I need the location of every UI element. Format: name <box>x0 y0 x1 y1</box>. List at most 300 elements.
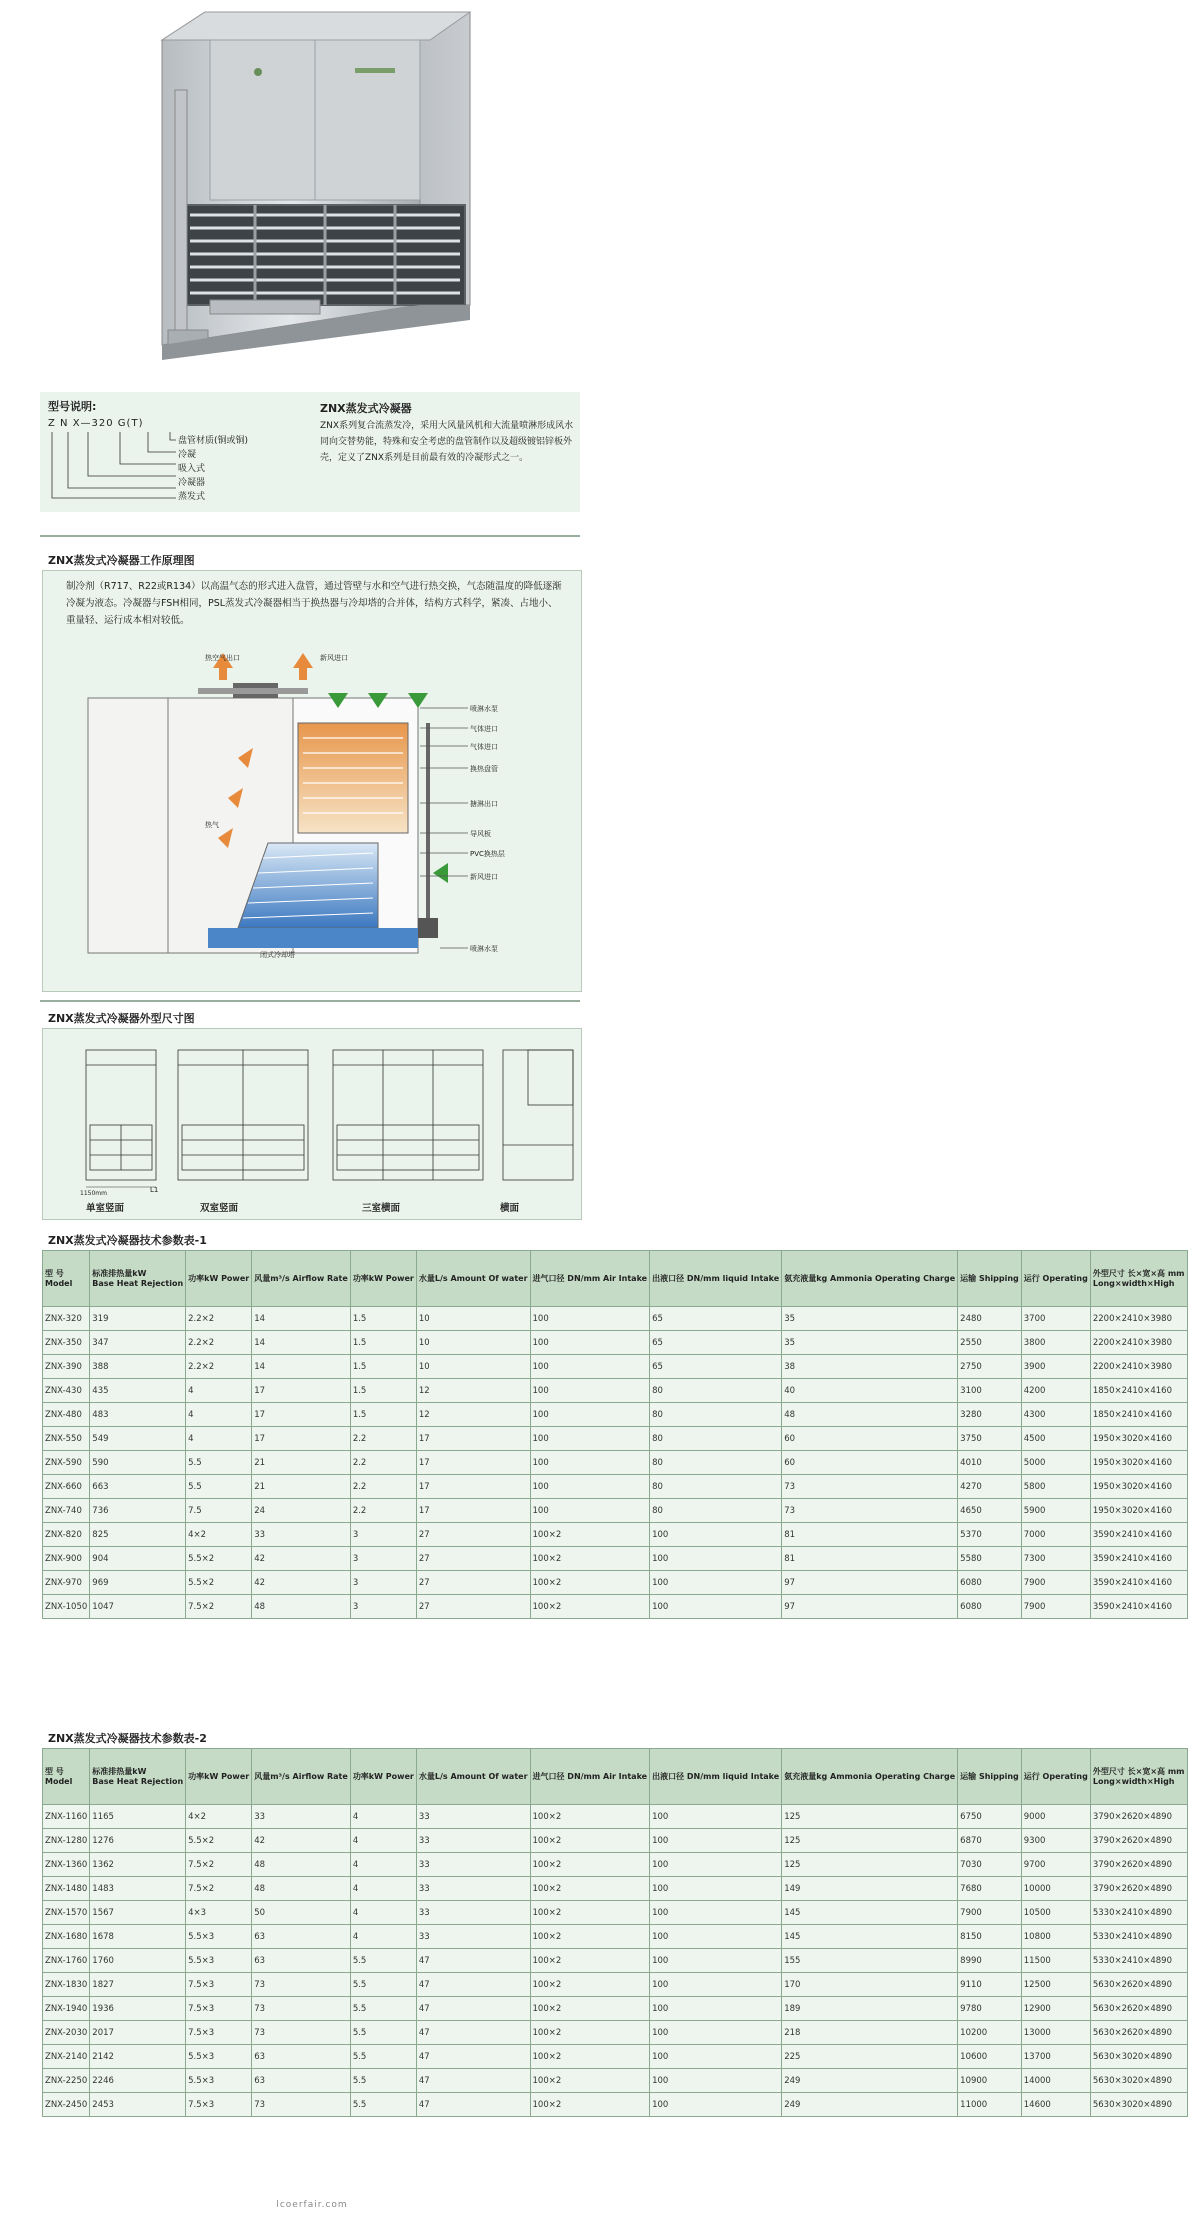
table-cell: 9000 <box>1021 1805 1090 1829</box>
table-cell: 825 <box>90 1523 186 1547</box>
table-cell: 10200 <box>958 2021 1022 2045</box>
table-row <box>43 1877 1188 1901</box>
table-cell: 33 <box>416 1829 530 1853</box>
table-cell: 8150 <box>958 1925 1022 1949</box>
table-cell: 100 <box>650 2045 782 2069</box>
table-cell: ZNX-1570 <box>43 1901 90 1925</box>
table-cell: 4 <box>186 1379 252 1403</box>
table-cell: 100×2 <box>530 1829 650 1853</box>
hdr2-fan-flow: 风量m³/s Airflow Rate <box>252 1749 351 1805</box>
table-cell: 11000 <box>958 2093 1022 2117</box>
table-cell: 1567 <box>90 1901 186 1925</box>
table-cell: 100 <box>650 2069 782 2093</box>
table-cell: 5.5×2 <box>186 1571 252 1595</box>
table-cell: 1950×3020×4160 <box>1090 1475 1187 1499</box>
table-cell: 100 <box>530 1427 650 1451</box>
table-cell: 24 <box>252 1499 351 1523</box>
table-cell: 17 <box>252 1403 351 1427</box>
table-cell: 7300 <box>1021 1547 1090 1571</box>
table-row <box>43 1805 1188 1829</box>
table-cell: 5.5 <box>350 1949 416 1973</box>
table-cell: 4 <box>350 1925 416 1949</box>
table-cell: 5.5 <box>350 2045 416 2069</box>
table-cell: 3790×2620×4890 <box>1090 1853 1187 1877</box>
table-cell: 4650 <box>958 1499 1022 1523</box>
table-cell: 10900 <box>958 2069 1022 2093</box>
table-cell: 736 <box>90 1499 186 1523</box>
table-cell: 63 <box>252 2069 351 2093</box>
table-cell: 5630×2620×4890 <box>1090 1997 1187 2021</box>
table-row <box>43 1475 1188 1499</box>
table-cell: 100 <box>650 1949 782 1973</box>
table-cell: 4 <box>350 1901 416 1925</box>
table-cell: 100×2 <box>530 2093 650 2117</box>
table-cell: 1.5 <box>350 1355 416 1379</box>
table-cell: 100 <box>650 1973 782 1997</box>
hdr-fan-power: 功率kW Power <box>186 1251 252 1307</box>
table-cell: 149 <box>782 1877 958 1901</box>
table1-body <box>43 1307 1188 1619</box>
table-cell: 35 <box>782 1331 958 1355</box>
table-cell: 13700 <box>1021 2045 1090 2069</box>
table-cell: 2017 <box>90 2021 186 2045</box>
table-cell: ZNX-350 <box>43 1331 90 1355</box>
table-cell: 3790×2620×4890 <box>1090 1805 1187 1829</box>
hdr2-size: 外型尺寸 长×宽×高 mm <box>1092 1766 1185 1776</box>
table-cell: 6750 <box>958 1805 1022 1829</box>
table-cell: 145 <box>782 1901 958 1925</box>
table-row <box>43 1949 1188 1973</box>
table-cell: ZNX-1160 <box>43 1805 90 1829</box>
table-cell: 7680 <box>958 1877 1022 1901</box>
table-cell: 189 <box>782 1997 958 2021</box>
table-cell: 60 <box>782 1427 958 1451</box>
table-cell: 5580 <box>958 1547 1022 1571</box>
table-cell: 5.5 <box>350 1997 416 2021</box>
table-row <box>43 2069 1188 2093</box>
hdr-ship: 运输 Shipping <box>958 1251 1022 1307</box>
table-cell: ZNX-970 <box>43 1571 90 1595</box>
table-cell: 100 <box>650 1571 782 1595</box>
hdr2-model-en: Model <box>45 1776 73 1786</box>
dimension-title: ZNX蒸发式冷凝器外型尺寸图 <box>48 1012 195 1025</box>
table-cell: 5000 <box>1021 1451 1090 1475</box>
table-cell: 33 <box>416 1901 530 1925</box>
table-cell: 10500 <box>1021 1901 1090 1925</box>
table-cell: 6080 <box>958 1571 1022 1595</box>
table-cell: 2750 <box>958 1355 1022 1379</box>
table-cell: 4 <box>350 1853 416 1877</box>
table-cell: ZNX-1830 <box>43 1973 90 1997</box>
spec-table-2 <box>42 1748 1188 2117</box>
hdr-model-en: Model <box>45 1278 73 1288</box>
label-fresh-air-in-2: 新风进口 <box>470 873 498 881</box>
table-row <box>43 1901 1188 1925</box>
table-cell: 7900 <box>1021 1595 1090 1619</box>
table-cell: 100×2 <box>530 1949 650 1973</box>
table-cell: ZNX-480 <box>43 1403 90 1427</box>
hdr2-size-en: Long×width×High <box>1092 1776 1175 1786</box>
table-cell: 125 <box>782 1829 958 1853</box>
table-cell: 100×2 <box>530 1595 650 1619</box>
table-cell: 100 <box>650 1805 782 1829</box>
label-water-box: 搪淋出口 <box>470 800 498 808</box>
table-cell: 2246 <box>90 2069 186 2093</box>
table-cell: ZNX-1940 <box>43 1997 90 2021</box>
table-cell: ZNX-1680 <box>43 1925 90 1949</box>
hdr-air-in: 进气口径 DN/mm Air Intake <box>530 1251 650 1307</box>
table-cell: 33 <box>416 1805 530 1829</box>
table-cell: 5630×3020×4890 <box>1090 2093 1187 2117</box>
table-row <box>43 1451 1188 1475</box>
table-cell: 4×2 <box>186 1805 252 1829</box>
table-cell: 100 <box>650 1877 782 1901</box>
table-cell: 48 <box>252 1595 351 1619</box>
table-cell: 5.5 <box>350 2093 416 2117</box>
table-cell: 3 <box>350 1547 416 1571</box>
table-cell: 4 <box>350 1829 416 1853</box>
principle-title: ZNX蒸发式冷凝器工作原理图 <box>48 554 195 567</box>
table-cell: 4×2 <box>186 1523 252 1547</box>
table-cell: 100×2 <box>530 1877 650 1901</box>
table-cell: 13000 <box>1021 2021 1090 2045</box>
table-cell: ZNX-660 <box>43 1475 90 1499</box>
legend-item-3: 吸入式 <box>178 464 206 474</box>
table-cell: ZNX-2140 <box>43 2045 90 2069</box>
hdr2-oper: 运行 Operating <box>1021 1749 1090 1805</box>
table-cell: 27 <box>416 1547 530 1571</box>
label-coil: 换热盘管 <box>470 765 498 773</box>
table-cell: 17 <box>416 1427 530 1451</box>
table-cell: 5630×2620×4890 <box>1090 2021 1187 2045</box>
table-cell: 5.5×2 <box>186 1547 252 1571</box>
table-cell: ZNX-2250 <box>43 2069 90 2093</box>
table-cell: 7.5×2 <box>186 1877 252 1901</box>
table-cell: 10800 <box>1021 1925 1090 1949</box>
label-pvc: PVC换热层 <box>470 850 505 858</box>
table-row <box>43 1547 1188 1571</box>
product-description: ZNX系列复合流蒸发冷，采用大风量风机和大流量喷淋形成风水同向交替势能，特殊和安全考虑的盘管制作以及超级镀铝锌板外壳，定义了ZNX系列是目前最有效的冷凝形式之一。 <box>320 421 574 463</box>
table-cell: 2.2×2 <box>186 1331 252 1355</box>
table-cell: 80 <box>650 1379 782 1403</box>
model-legend-lines <box>48 430 178 500</box>
table-cell: 1950×3020×4160 <box>1090 1427 1187 1451</box>
table-cell: 100×2 <box>530 1571 650 1595</box>
table-row <box>43 2021 1188 2045</box>
table-cell: 7.5×3 <box>186 2021 252 2045</box>
table-cell: 73 <box>252 2093 351 2117</box>
table-cell: 100 <box>650 1547 782 1571</box>
table-cell: ZNX-320 <box>43 1307 90 1331</box>
table-cell: 7.5×3 <box>186 2093 252 2117</box>
table-cell: 48 <box>782 1403 958 1427</box>
legend-item-5: 蒸发式 <box>178 492 206 502</box>
product-photo <box>0 0 624 385</box>
table-cell: 4010 <box>958 1451 1022 1475</box>
label-fresh-air-in: 新风进口 <box>320 654 348 662</box>
table-cell: 3590×2410×4160 <box>1090 1523 1187 1547</box>
table-cell: 47 <box>416 1949 530 1973</box>
table-cell: 7900 <box>958 1901 1022 1925</box>
table-cell: 9300 <box>1021 1829 1090 1853</box>
table-cell: 3 <box>350 1571 416 1595</box>
table-cell: 2.2 <box>350 1451 416 1475</box>
table-cell: 969 <box>90 1571 186 1595</box>
hdr2-pump-water: 水量L/s Amount Of water <box>416 1749 530 1805</box>
table-cell: 4500 <box>1021 1427 1090 1451</box>
table-cell: 42 <box>252 1547 351 1571</box>
hdr-heat-en: Base Heat Rejection <box>92 1278 184 1288</box>
table-cell: 3750 <box>958 1427 1022 1451</box>
table-cell: 14 <box>252 1331 351 1355</box>
table-cell: 5900 <box>1021 1499 1090 1523</box>
table-cell: 1362 <box>90 1853 186 1877</box>
table-cell: 48 <box>252 1877 351 1901</box>
table-cell: 17 <box>416 1475 530 1499</box>
table-cell: 73 <box>252 1973 351 1997</box>
table-cell: 1678 <box>90 1925 186 1949</box>
table-cell: 100×2 <box>530 2021 650 2045</box>
table-cell: 5630×3020×4890 <box>1090 2069 1187 2093</box>
caption-side: 横面 <box>500 1203 520 1214</box>
table-cell: 2550 <box>958 1331 1022 1355</box>
table-cell: 33 <box>416 1853 530 1877</box>
table-cell: 12900 <box>1021 1997 1090 2021</box>
table-cell: 10 <box>416 1331 530 1355</box>
table-cell: 249 <box>782 2069 958 2093</box>
table-row <box>43 1499 1188 1523</box>
table-cell: 2200×2410×3980 <box>1090 1355 1187 1379</box>
table-cell: 5.5×2 <box>186 1829 252 1853</box>
table-row <box>43 1307 1188 1331</box>
hdr-size: 外型尺寸 长×宽×高 mm <box>1092 1268 1185 1278</box>
table-row <box>43 2093 1188 2117</box>
table-cell: 7.5×2 <box>186 1853 252 1877</box>
table-cell: 4 <box>186 1403 252 1427</box>
table-cell: 5.5 <box>186 1451 252 1475</box>
table-cell: 7.5×3 <box>186 1997 252 2021</box>
table-cell: 40 <box>782 1379 958 1403</box>
hdr2-liquid-out: 出液口径 DN/mm liquid Intake <box>650 1749 782 1805</box>
table-cell: 80 <box>650 1427 782 1451</box>
table-cell: 2200×2410×3980 <box>1090 1307 1187 1331</box>
legend-item-2: 冷凝 <box>178 450 197 460</box>
table-cell: 47 <box>416 2021 530 2045</box>
table-cell: 6870 <box>958 1829 1022 1853</box>
table-cell: 1850×2410×4160 <box>1090 1403 1187 1427</box>
table-cell: 4300 <box>1021 1403 1090 1427</box>
table-cell: 4 <box>186 1427 252 1451</box>
table-cell: 73 <box>252 2021 351 2045</box>
table-cell: 6080 <box>958 1595 1022 1619</box>
table-cell: 12500 <box>1021 1973 1090 1997</box>
table-cell: 7000 <box>1021 1523 1090 1547</box>
table-cell: ZNX-550 <box>43 1427 90 1451</box>
table-cell: ZNX-2030 <box>43 2021 90 2045</box>
hdr2-ammonia: 氨充液量kg Ammonia Operating Charge <box>782 1749 958 1805</box>
table-cell: ZNX-1280 <box>43 1829 90 1853</box>
table-cell: ZNX-590 <box>43 1451 90 1475</box>
table-cell: 2480 <box>958 1307 1022 1331</box>
table-cell: ZNX-1760 <box>43 1949 90 1973</box>
table-cell: 100×2 <box>530 1901 650 1925</box>
table-cell: 47 <box>416 2093 530 2117</box>
hdr-model: 型 号 <box>45 1268 64 1278</box>
hdr-fan-flow: 风量m³/s Airflow Rate <box>252 1251 351 1307</box>
caption-double: 双室竖面 <box>200 1203 239 1214</box>
table-cell: 5330×2410×4890 <box>1090 1901 1187 1925</box>
table-cell: 97 <box>782 1571 958 1595</box>
legend-item-4: 冷凝器 <box>178 478 206 488</box>
hdr-size-en: Long×width×High <box>1092 1278 1175 1288</box>
table-cell: 5.5×3 <box>186 2045 252 2069</box>
table-row <box>43 1379 1188 1403</box>
divider <box>40 1000 580 1002</box>
spec-table-1 <box>42 1250 1188 1619</box>
table1-title: ZNX蒸发式冷凝器技术参数表-1 <box>48 1234 207 1247</box>
table-cell: 4×3 <box>186 1901 252 1925</box>
table-cell: 10 <box>416 1307 530 1331</box>
table-row <box>43 1829 1188 1853</box>
principle-description: 制冷剂（R717、R22或R134）以高温气态的形式进入盘管，通过管壁与水和空气进行热交换，气态随温度的降低逐渐冷凝为液态。冷凝器与FSH相同，PSL蒸发式冷凝器相当于换热器与冷却塔的合并体，结构方式科学，紧凑、占地小、重量轻、运行成本相对较低。 <box>66 581 562 626</box>
table-cell: 10 <box>416 1355 530 1379</box>
table-cell: 81 <box>782 1547 958 1571</box>
table-cell: 100×2 <box>530 1997 650 2021</box>
hdr2-air-in: 进气口径 DN/mm Air Intake <box>530 1749 650 1805</box>
table-cell: ZNX-1360 <box>43 1853 90 1877</box>
table-cell: 3280 <box>958 1403 1022 1427</box>
table-cell: 27 <box>416 1595 530 1619</box>
legend-item-1: 盘管材质(铜或铜) <box>178 436 249 446</box>
table-cell: 1827 <box>90 1973 186 1997</box>
hdr-heat: 标准排热量kW <box>92 1268 147 1278</box>
table-cell: 663 <box>90 1475 186 1499</box>
table-row <box>43 1973 1188 1997</box>
table-cell: 2142 <box>90 2045 186 2069</box>
table-cell: 47 <box>416 2045 530 2069</box>
table-cell: 65 <box>650 1307 782 1331</box>
table-cell: 100×2 <box>530 1973 650 1997</box>
table-row <box>43 2045 1188 2069</box>
table-cell: 100 <box>530 1331 650 1355</box>
table-row <box>43 1355 1188 1379</box>
table-cell: 1.5 <box>350 1403 416 1427</box>
table-cell: ZNX-1480 <box>43 1877 90 1901</box>
dim-length: L1 <box>150 1186 159 1194</box>
table-cell: 100×2 <box>530 2069 650 2093</box>
table-cell: 3 <box>350 1523 416 1547</box>
table-cell: 170 <box>782 1973 958 1997</box>
table-cell: 60 <box>782 1451 958 1475</box>
table-cell: 4 <box>350 1805 416 1829</box>
table-row <box>43 1331 1188 1355</box>
table-cell: 590 <box>90 1451 186 1475</box>
table-cell: 47 <box>416 2069 530 2093</box>
table-cell: 2453 <box>90 2093 186 2117</box>
table-cell: 63 <box>252 1925 351 1949</box>
table-row <box>43 1427 1188 1451</box>
table-cell: 1760 <box>90 1949 186 1973</box>
table-cell: ZNX-900 <box>43 1547 90 1571</box>
table-cell: 218 <box>782 2021 958 2045</box>
table-cell: 27 <box>416 1571 530 1595</box>
table-cell: 38 <box>782 1355 958 1379</box>
dimension-drawings <box>48 1035 578 1195</box>
table-cell: 50 <box>252 1901 351 1925</box>
table-cell: 3590×2410×4160 <box>1090 1547 1187 1571</box>
table-cell: 65 <box>650 1355 782 1379</box>
table-row <box>43 1595 1188 1619</box>
table-cell: 1936 <box>90 1997 186 2021</box>
table-cell: 2.2×2 <box>186 1307 252 1331</box>
table-cell: 7900 <box>1021 1571 1090 1595</box>
table-row <box>43 1403 1188 1427</box>
table-cell: 7.5×3 <box>186 1973 252 1997</box>
table-cell: 5370 <box>958 1523 1022 1547</box>
table-cell: 47 <box>416 1973 530 1997</box>
table-cell: 8990 <box>958 1949 1022 1973</box>
table-cell: 3590×2410×4160 <box>1090 1571 1187 1595</box>
table-cell: 100 <box>650 1997 782 2021</box>
hdr2-heat: 标准排热量kW <box>92 1766 147 1776</box>
table-cell: 65 <box>650 1331 782 1355</box>
table-cell: 5.5 <box>186 1475 252 1499</box>
model-code: Z N X—320 G(T) <box>48 418 144 429</box>
table-cell: 17 <box>416 1499 530 1523</box>
label-cooling-tower: 闭式冷却塔 <box>260 951 295 959</box>
table-cell: 100×2 <box>530 1547 650 1571</box>
table-cell: 3800 <box>1021 1331 1090 1355</box>
table-cell: 388 <box>90 1355 186 1379</box>
table-cell: 347 <box>90 1331 186 1355</box>
table-cell: 100 <box>530 1403 650 1427</box>
table-cell: 81 <box>782 1523 958 1547</box>
table-cell: 549 <box>90 1427 186 1451</box>
table-cell: 100×2 <box>530 1853 650 1877</box>
table-cell: ZNX-740 <box>43 1499 90 1523</box>
table-cell: 5.5 <box>350 2021 416 2045</box>
table-row <box>43 1571 1188 1595</box>
table-cell: 249 <box>782 2093 958 2117</box>
hdr-oper: 运行 Operating <box>1021 1251 1090 1307</box>
table-cell: 100×2 <box>530 1805 650 1829</box>
table-cell: 5.5×3 <box>186 1949 252 1973</box>
table-cell: 145 <box>782 1925 958 1949</box>
table-cell: 100×2 <box>530 2045 650 2069</box>
hdr-liquid-out: 出液口径 DN/mm liquid Intake <box>650 1251 782 1307</box>
table-cell: 100 <box>530 1379 650 1403</box>
table-cell: 1483 <box>90 1877 186 1901</box>
table-cell: 125 <box>782 1853 958 1877</box>
table-cell: 14600 <box>1021 2093 1090 2117</box>
table-cell: 17 <box>252 1427 351 1451</box>
table-cell: 14000 <box>1021 2069 1090 2093</box>
table-cell: 100×2 <box>530 1523 650 1547</box>
table-cell: 21 <box>252 1475 351 1499</box>
table-cell: 5.5 <box>350 2069 416 2093</box>
footer-watermark: lcoerfair.com <box>276 2200 348 2210</box>
hdr2-heat-en: Base Heat Rejection <box>92 1776 184 1786</box>
table-cell: 3590×2410×4160 <box>1090 1595 1187 1619</box>
table-cell: 12 <box>416 1403 530 1427</box>
table-cell: 4200 <box>1021 1379 1090 1403</box>
table-cell: 42 <box>252 1829 351 1853</box>
table-row <box>43 1523 1188 1547</box>
product-title: ZNX蒸发式冷凝器 <box>320 402 412 415</box>
table-cell: 319 <box>90 1307 186 1331</box>
table-cell: 4 <box>350 1877 416 1901</box>
table-cell: 125 <box>782 1805 958 1829</box>
